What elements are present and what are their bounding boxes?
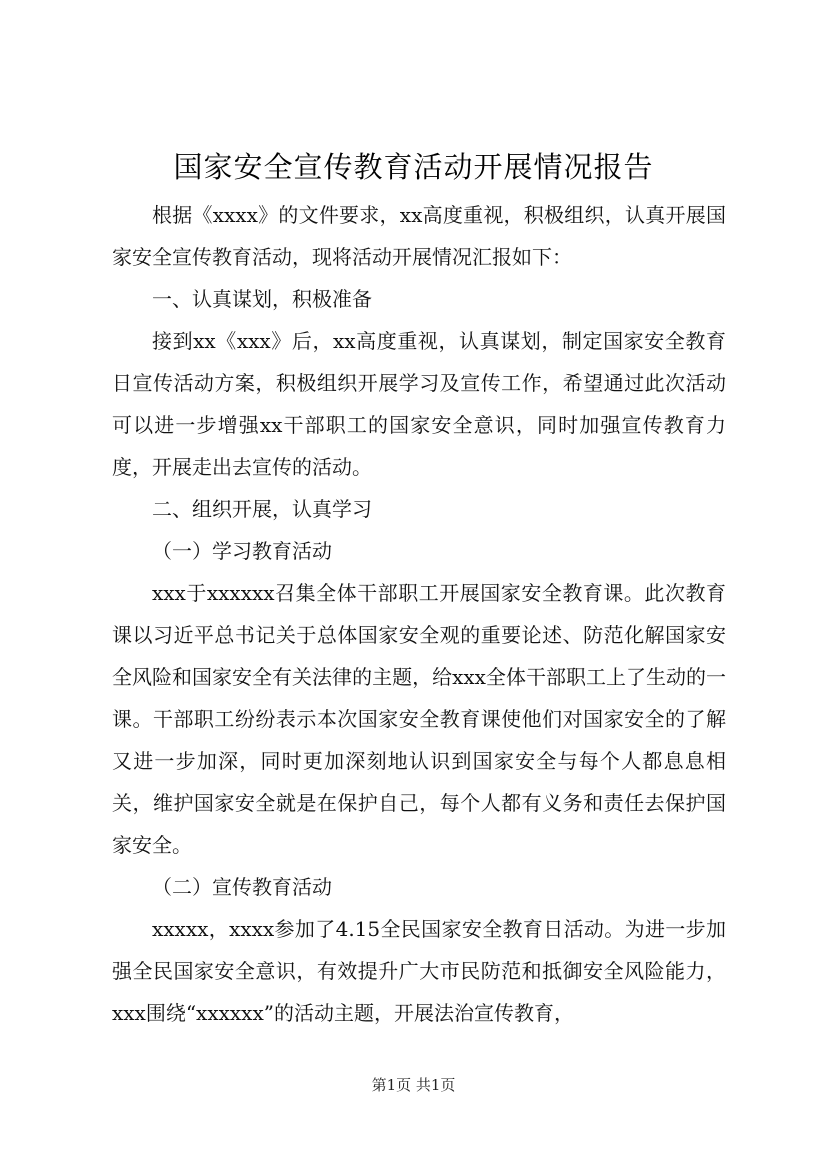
document-body	[112, 194, 726, 1034]
section-2-heading: 二、组织开展，认真学习	[152, 497, 372, 521]
subsection-2-heading: （二）宣传教育活动	[152, 875, 332, 899]
subsection-1-heading: （一）学习教育活动	[152, 539, 332, 563]
document-title: 国家安全宣传教育活动开展情况报告	[173, 150, 654, 184]
intro-paragraph: 根据《xxxx》的文件要求，xx高度重视，积极组织，认真开展国家安全宣传教育活动，现将活动开展情况汇报如下：	[112, 203, 726, 269]
page-footer: 第1页 共1页	[371, 1076, 456, 1094]
subsection-2-paragraph: xxxxx，xxxx参加了4.15全民国家安全教育日活动。为进一步加强全民国家安全意识，有效提升广大市民防范和抵御安全风险能力，xxx围绕“xxxxxx”的活动主题，开展法治宣传教育，	[112, 917, 726, 1025]
section-1-paragraph: 接到xx《xxx》后，xx高度重视，认真谋划，制定国家安全教育日宣传活动方案，积极组织开展学习及宣传工作，希望通过此次活动可以进一步增强xx干部职工的国家安全意识，同时加强宣传教育力度，开展走出去宣传的活动。	[112, 329, 726, 479]
subsection-1-paragraph: xxx于xxxxxx召集全体干部职工开展国家安全教育课。此次教育课以习近平总书记关于总体国家安全观的重要论述、防范化解国家安全风险和国家安全有关法律的主题，给xxx全体干部职工上了生动的一课。干部职工纷纷表示本次国家安全教育课使他们对国家安全的了解又进一步加深，同时更加深刻地认识到国家安全与每个人都息息相关，维护国家安全就是在保护自己，每个人都有义务和责任去保护国家安全。	[112, 581, 726, 857]
section-1-heading: 一、认真谋划，积极准备	[152, 287, 372, 311]
